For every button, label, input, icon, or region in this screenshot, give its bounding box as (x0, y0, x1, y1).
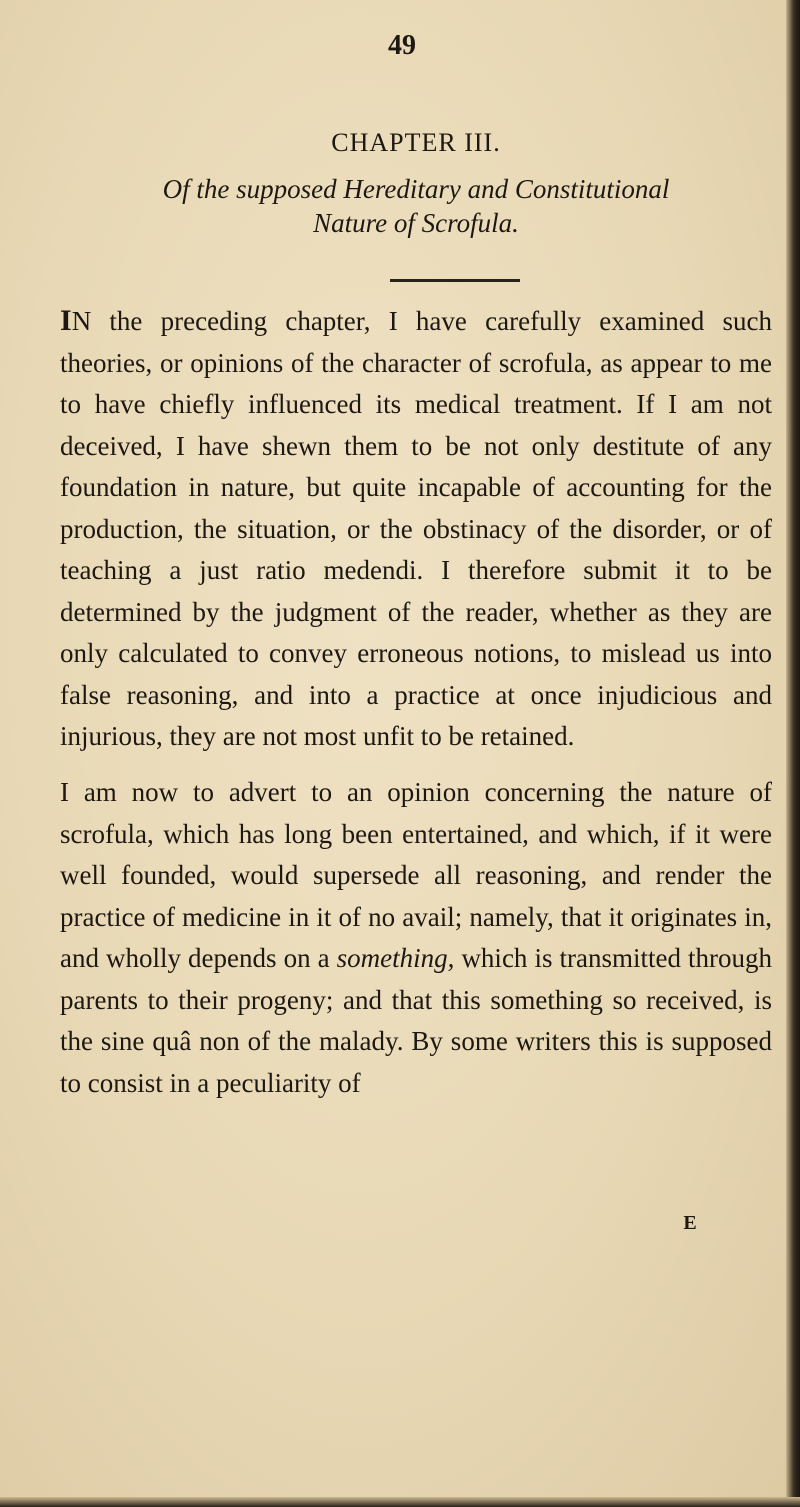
paragraph-1 (60, 300, 772, 758)
page-bottom-edge (0, 1497, 800, 1507)
subtitle-line-2: Nature of Scrofula. (313, 208, 519, 238)
paragraph-1-text: N the preceding chapter, I have carefully examined such theories, or opinions of the character of scrofula, as appear to me to have chiefly influenced its medical treatment. If I am not deceived, I have shewn them to be not only destitute of any foundation in nature, but quite incapable of accounting for the production, the situation, or the obstinacy of the disorder, or of teaching a just ratio medendi. I therefore submit it to be determined by the judgment of the reader, whether as they are only calculated to convey erroneous notions, to mislead us into false reasoning, and into a practice at once injudicious and injurious, they are not most unfit to be retained. (60, 306, 772, 751)
paragraph-2-text-before: I am now to advert to an opinion concerning the nature of scrofula, which has long been entertained, and which, if it were well founded, would supersede all reasoning, and render the practice of medicine in it of no avail; namely, that it originates in, and wholly depends on a (60, 777, 772, 973)
chapter-subtitle (60, 172, 772, 240)
drop-cap: I (60, 304, 72, 337)
paragraph-2-text-after: which is transmitted through parents to their progeny; and that this something so received, is the sine quâ non of the malady. By some writers this is supposed to consist in a peculiarity of (60, 943, 773, 1098)
signature-mark: E (683, 1212, 697, 1234)
page-binding-edge (786, 0, 800, 1507)
paragraph-2 (60, 772, 772, 1104)
page-number: 49 (388, 30, 416, 61)
subtitle-line-1: Of the supposed Hereditary and Constitutional (162, 174, 670, 204)
chapter-title: CHAPTER III. (331, 128, 501, 157)
title-divider-rule (390, 279, 520, 282)
paragraph-2-emphasis: something, (336, 943, 455, 973)
